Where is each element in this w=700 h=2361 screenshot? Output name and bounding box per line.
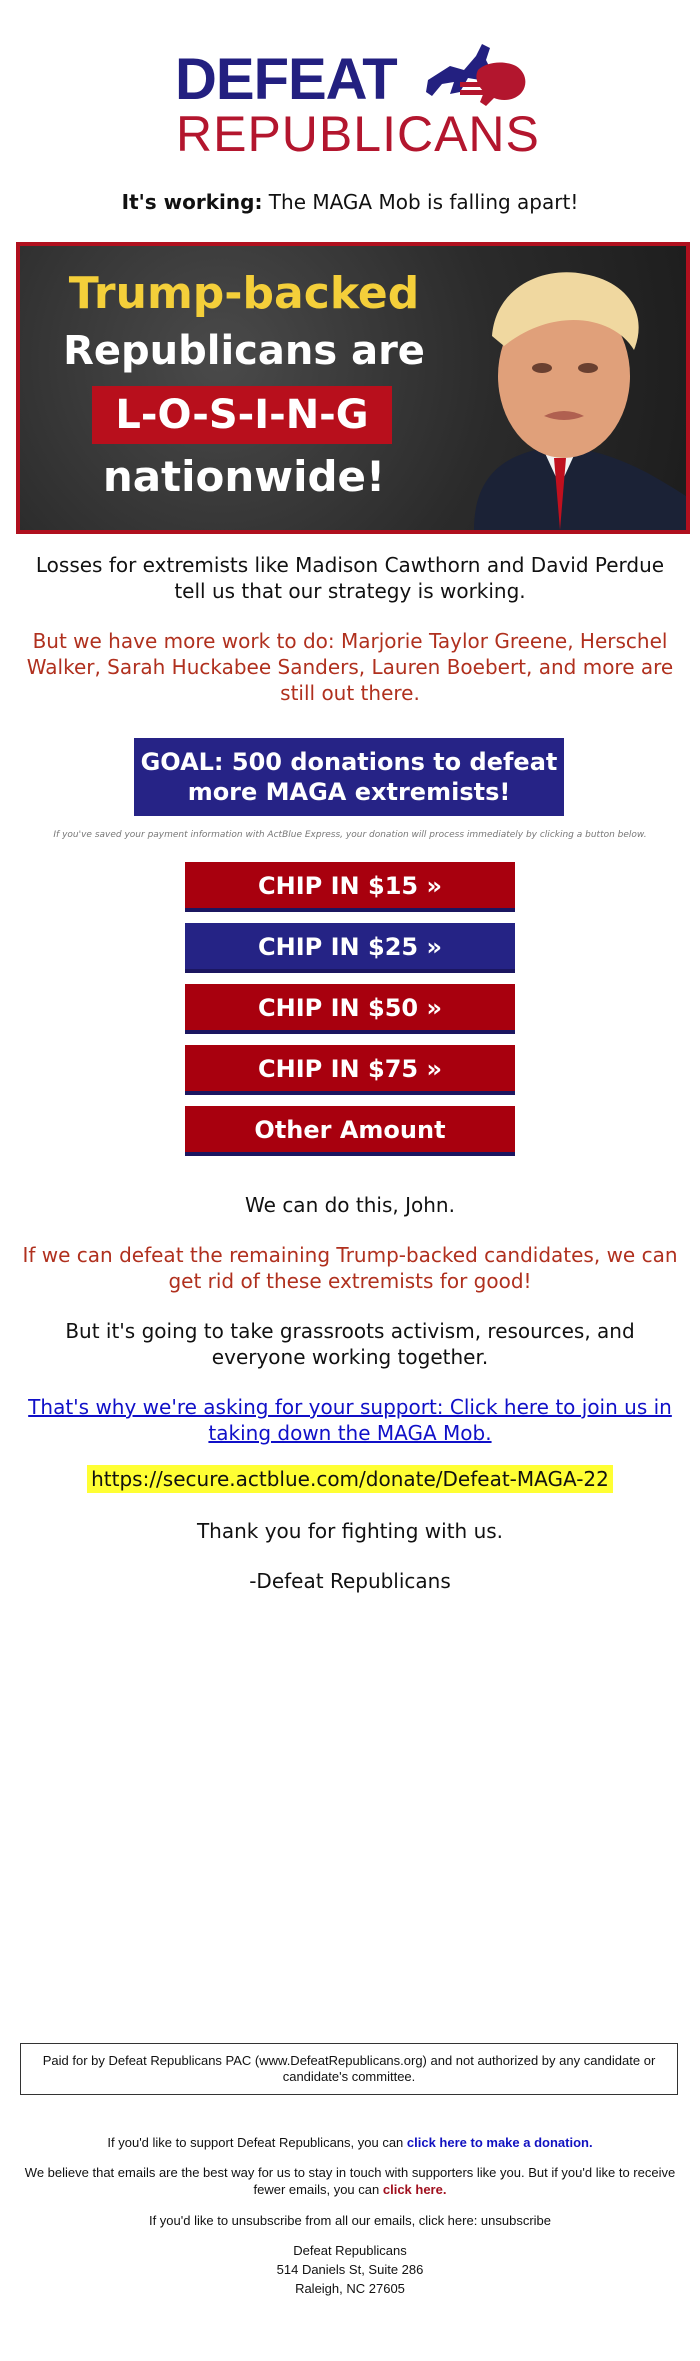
footer-support-line bbox=[20, 2134, 680, 2151]
footer-street: 514 Daniels St, Suite 286 bbox=[276, 2262, 424, 2277]
actblue-express-note: If you've saved your payment information with ActBlue Express, your donation will process immediately by clicking a button below. bbox=[53, 830, 647, 840]
donate-url-line bbox=[20, 1466, 680, 1492]
tagline-bold: It's working: bbox=[121, 190, 263, 214]
tagline-rest: The MAGA Mob is falling apart! bbox=[262, 190, 579, 214]
hero-line-4: nationwide! bbox=[102, 452, 386, 501]
footer-support-prefix: If you'd like to support Defeat Republicans, you can bbox=[107, 2135, 407, 2150]
chip-in-50-button[interactable]: CHIP IN $50 » bbox=[185, 984, 515, 1034]
other-amount-button[interactable]: Other Amount bbox=[185, 1106, 515, 1156]
logo bbox=[0, 28, 700, 162]
logo-defeat-text: DEFEAT bbox=[175, 47, 397, 112]
hero-banner[interactable] bbox=[16, 242, 690, 534]
goal-text: GOAL: 500 donations to defeat more MAGA extremists! bbox=[140, 748, 558, 806]
make-donation-link[interactable]: click here to make a donation. bbox=[406, 2135, 593, 2150]
unsubscribe-line[interactable]: If you'd like to unsubscribe from all our emails, click here: unsubscribe bbox=[148, 2213, 552, 2228]
grassroots-text: But it's going to take grassroots activism, resources, and everyone working together. bbox=[65, 1319, 635, 1369]
hero-line-3: L-O-S-I-N-G bbox=[92, 386, 392, 444]
paid-for-text: Paid for by Defeat Republicans PAC (www.DefeatRepublicans.org) and not authorized by any candidate or candidate's committee. bbox=[42, 2053, 656, 2084]
hero-line-2: Republicans are bbox=[63, 328, 425, 374]
chip-in-15-button[interactable]: CHIP IN $15 » bbox=[185, 862, 515, 912]
chip-in-75-button[interactable]: CHIP IN $75 » bbox=[185, 1045, 515, 1095]
hero-line-1: Trump-backed bbox=[68, 268, 420, 319]
footer-emails-line bbox=[20, 2164, 680, 2198]
donate-url[interactable]: https://secure.actblue.com/donate/Defeat-MAGA-22 bbox=[87, 1465, 613, 1493]
logo-republicans-text: REPUBLICANS bbox=[176, 106, 540, 162]
paid-for-disclaimer bbox=[20, 2043, 678, 2095]
support-link[interactable]: That's why we're asking for your support: Click here to join us in taking down the MAGA Mob. bbox=[28, 1395, 672, 1445]
footer-org: Defeat Republicans bbox=[293, 2243, 407, 2258]
footer-emails-prefix: We believe that emails are the best way for us to stay in touch with supporters like you. But if you'd like to receive fewer emails, you can bbox=[24, 2165, 676, 2197]
tagline bbox=[0, 190, 700, 214]
goal-banner bbox=[134, 738, 564, 816]
signoff-text: -Defeat Republicans bbox=[249, 1569, 451, 1593]
donkey-elephant-icon bbox=[420, 36, 530, 112]
more-work-text: But we have more work to do: Marjorie Taylor Greene, Herschel Walker, Sarah Huckabee Sanders, Lauren Boebert, and more are still out there. bbox=[26, 629, 674, 705]
chip-in-25-button[interactable]: CHIP IN $25 » bbox=[185, 923, 515, 973]
intro-text: Losses for extremists like Madison Cawthorn and David Perdue tell us that our strategy is working. bbox=[35, 553, 665, 603]
footer-city: Raleigh, NC 27605 bbox=[295, 2281, 405, 2296]
defeat-remaining-text: If we can defeat the remaining Trump-backed candidates, we can get rid of these extremists for good! bbox=[22, 1243, 678, 1293]
can-do-text: We can do this, John. bbox=[245, 1193, 455, 1217]
portrait-image bbox=[434, 246, 686, 530]
fewer-emails-link[interactable]: click here. bbox=[382, 2182, 447, 2197]
thanks-text: Thank you for fighting with us. bbox=[196, 1519, 504, 1543]
